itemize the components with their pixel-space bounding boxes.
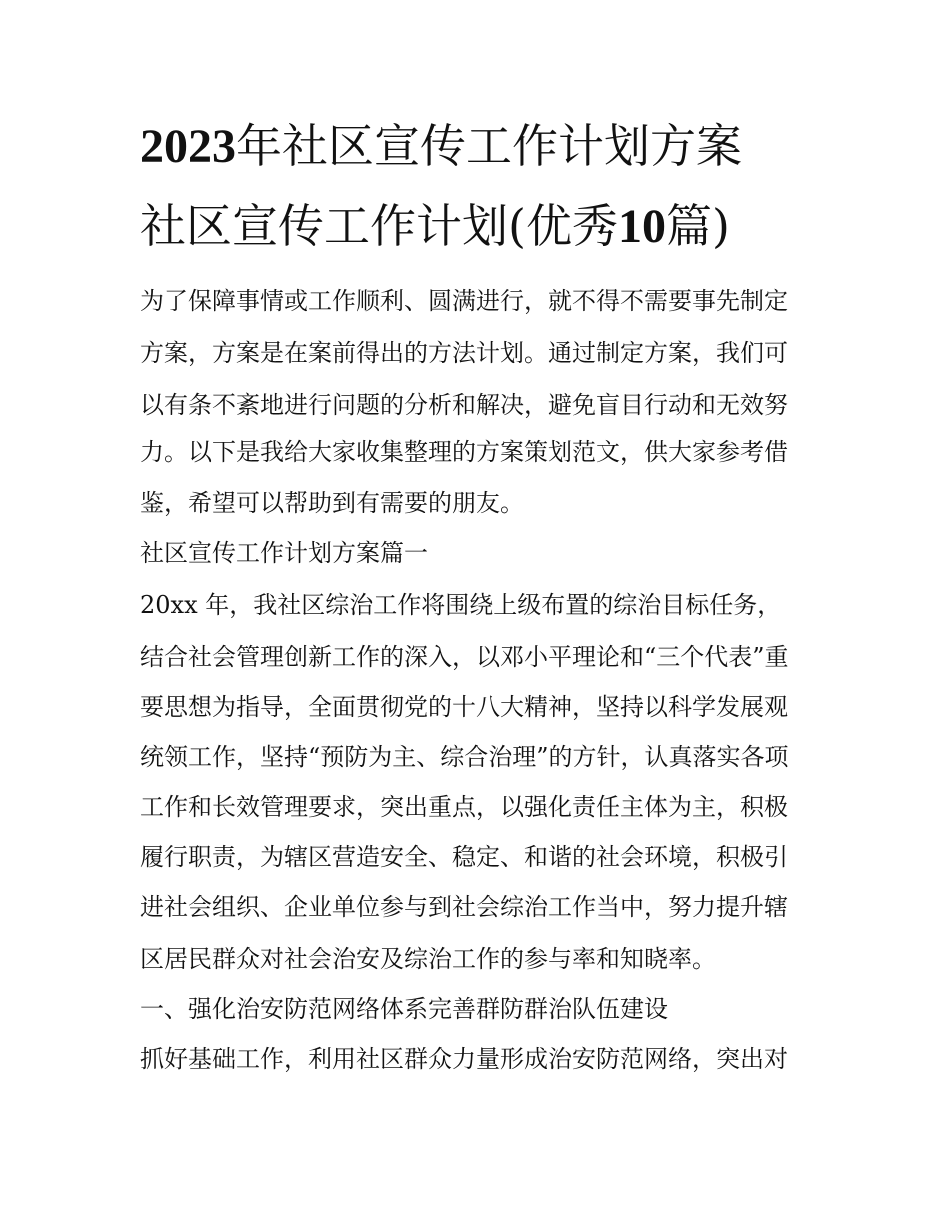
title-text-2b: 篇): [665, 199, 730, 253]
intro-line: 鉴，希望可以帮助到有需要的朋友。: [140, 489, 524, 517]
body-line: 工作和长效管理要求，突出重点，以强化责任主体为主，积极: [140, 793, 788, 821]
intro-line: 方案，方案是在案前得出的方法计划。通过制定方案，我们可: [140, 339, 788, 367]
body-line: 要思想为指导，全面贯彻党的十八大精神，坚持以科学发展观: [140, 693, 788, 721]
intro-line: 以有条不紊地进行问题的分析和解决，避免盲目行动和无效努: [140, 391, 788, 419]
document-title-line-1: [140, 120, 830, 173]
title-year: 2023: [140, 120, 236, 173]
body-line: 进社会组织、企业单位参与到社会综治工作当中，努力提升辖: [140, 893, 788, 921]
document-title-line-2: [140, 200, 830, 253]
body-line: 20xx 年，我社区综治工作将围绕上级布置的综治目标任务，: [140, 591, 782, 619]
body-line: 区居民群众对社会治安及综治工作的参与率和知晓率。: [140, 945, 716, 973]
body-line: 结合社会管理创新工作的深入，以邓小平理论和“三个代表”重: [140, 643, 789, 671]
intro-line: 力。以下是我给大家收集整理的方案策划范文，供大家参考借: [140, 438, 788, 466]
body-line: 履行职责，为辖区营造安全、稳定、和谐的社会环境，积极引: [140, 843, 788, 871]
body-line: 统领工作，坚持“预防为主、综合治理”的方针，认真落实各项: [140, 743, 789, 771]
section-heading: 社区宣传工作计划方案篇一: [140, 539, 428, 567]
subheading: 一、强化治安防范网络体系完善群防群治队伍建设: [140, 995, 668, 1023]
title-count: 10: [617, 200, 666, 253]
title-text-1: 年社区宣传工作计划方案: [236, 119, 742, 173]
body-line: 抓好基础工作，利用社区群众力量形成治安防范网络，突出对: [140, 1045, 788, 1073]
intro-line: 为了保障事情或工作顺利、圆满进行，就不得不需要事先制定: [140, 287, 788, 315]
title-text-2a: 社区宣传工作计划(优秀: [140, 199, 618, 253]
